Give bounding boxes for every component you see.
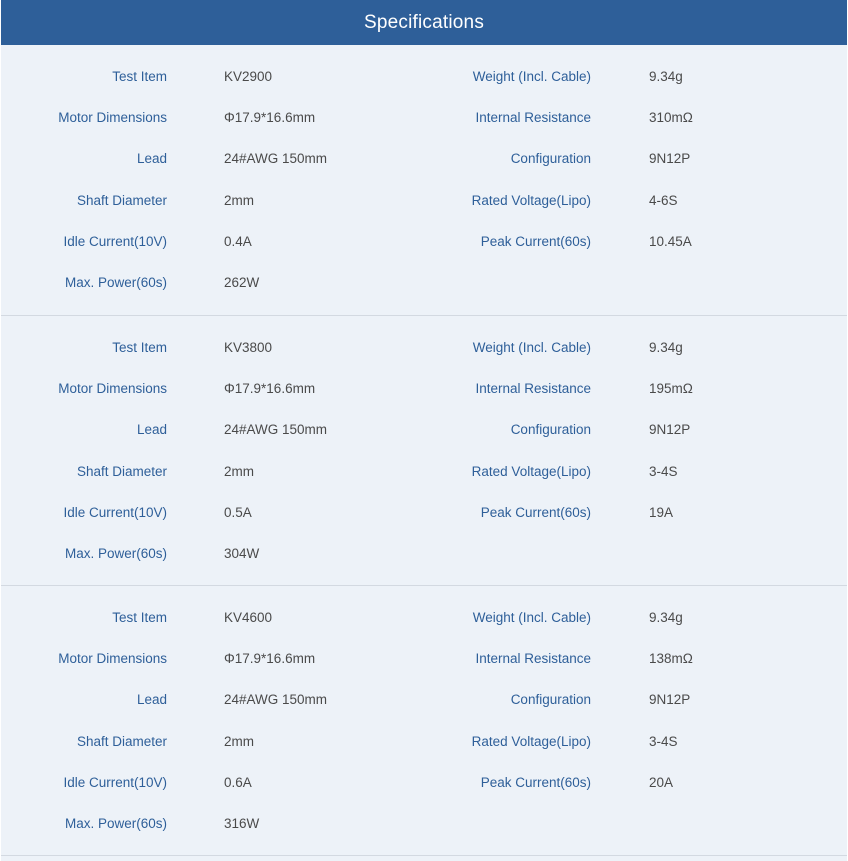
spec-label: Lead bbox=[136, 692, 167, 707]
spec-row bbox=[1, 503, 847, 523]
spec-row bbox=[1, 67, 847, 87]
spec-value: Φ17.9*16.6mm bbox=[224, 381, 316, 396]
spec-row bbox=[1, 732, 847, 752]
spec-value: 24#AWG 150mm bbox=[224, 422, 328, 437]
spec-value: 2mm bbox=[224, 193, 254, 208]
spec-row bbox=[1, 149, 847, 169]
spec-value: 0.6A bbox=[224, 775, 252, 790]
spec-value: 9N12P bbox=[649, 692, 691, 707]
spec-value: 195mΩ bbox=[649, 381, 693, 396]
spec-label: Shaft Diameter bbox=[76, 734, 167, 749]
spec-label: Test Item bbox=[112, 340, 167, 355]
spec-value: 0.5A bbox=[224, 505, 252, 520]
spec-label: Rated Voltage(Lipo) bbox=[471, 464, 591, 479]
spec-row bbox=[1, 338, 847, 358]
spec-row bbox=[1, 420, 847, 440]
spec-value: 24#AWG 150mm bbox=[224, 692, 328, 707]
spec-label: Peak Current(60s) bbox=[480, 505, 591, 520]
spec-label: Test Item bbox=[112, 69, 167, 84]
spec-label: Weight (Incl. Cable) bbox=[472, 69, 591, 84]
spec-row bbox=[1, 773, 847, 793]
spec-value: 2mm bbox=[224, 464, 254, 479]
spec-label: Idle Current(10V) bbox=[63, 505, 167, 520]
spec-value: 316W bbox=[224, 816, 260, 831]
spec-label: Rated Voltage(Lipo) bbox=[471, 193, 591, 208]
spec-value: 10.45A bbox=[649, 234, 692, 249]
spec-value: 9N12P bbox=[649, 422, 691, 437]
spec-value: 20A bbox=[649, 775, 674, 790]
spec-value: 2mm bbox=[224, 734, 254, 749]
spec-label: Motor Dimensions bbox=[58, 651, 167, 666]
spec-value: 9.34g bbox=[649, 340, 683, 355]
spec-block-1 bbox=[1, 45, 847, 316]
spec-value: 138mΩ bbox=[649, 651, 693, 666]
spec-block-2 bbox=[1, 316, 847, 586]
spec-value: 9.34g bbox=[649, 69, 683, 84]
spec-blocks bbox=[1, 45, 847, 856]
spec-label: Peak Current(60s) bbox=[480, 234, 591, 249]
spec-row bbox=[1, 232, 847, 252]
spec-block-3 bbox=[1, 586, 847, 856]
spec-label: Internal Resistance bbox=[475, 110, 591, 125]
spec-row bbox=[1, 108, 847, 128]
spec-label: Motor Dimensions bbox=[58, 381, 167, 396]
page-title: Specifications bbox=[363, 11, 485, 33]
spec-label: Configuration bbox=[510, 422, 591, 437]
spec-label: Internal Resistance bbox=[475, 381, 591, 396]
spec-row bbox=[1, 462, 847, 482]
spec-value: 0.4A bbox=[224, 234, 252, 249]
spec-value: 24#AWG 150mm bbox=[224, 151, 328, 166]
spec-row bbox=[1, 273, 847, 293]
spec-label: Test Item bbox=[112, 610, 167, 625]
spec-label: Max. Power(60s) bbox=[64, 546, 167, 561]
spec-value: 4-6S bbox=[649, 193, 678, 208]
spec-value: 3-4S bbox=[649, 464, 678, 479]
spec-row bbox=[1, 649, 847, 669]
spec-label: Rated Voltage(Lipo) bbox=[471, 734, 591, 749]
spec-value: Φ17.9*16.6mm bbox=[224, 651, 316, 666]
spec-value: 9N12P bbox=[649, 151, 691, 166]
spec-label: Idle Current(10V) bbox=[63, 775, 167, 790]
spec-label: Motor Dimensions bbox=[58, 110, 167, 125]
specifications-header bbox=[1, 0, 847, 45]
spec-label: Weight (Incl. Cable) bbox=[472, 610, 591, 625]
spec-value: 9.34g bbox=[649, 610, 683, 625]
spec-value: Φ17.9*16.6mm bbox=[224, 110, 316, 125]
spec-label: Max. Power(60s) bbox=[64, 816, 167, 831]
spec-label: Configuration bbox=[510, 692, 591, 707]
spec-row bbox=[1, 814, 847, 834]
spec-label: Shaft Diameter bbox=[76, 464, 167, 479]
spec-label: Idle Current(10V) bbox=[63, 234, 167, 249]
spec-value: 19A bbox=[649, 505, 674, 520]
spec-label: Lead bbox=[136, 422, 167, 437]
spec-label: Shaft Diameter bbox=[76, 193, 167, 208]
spec-value: KV2900 bbox=[224, 69, 273, 84]
spec-row bbox=[1, 191, 847, 211]
spec-label: Weight (Incl. Cable) bbox=[472, 340, 591, 355]
spec-row bbox=[1, 379, 847, 399]
spec-label: Lead bbox=[136, 151, 167, 166]
spec-row bbox=[1, 544, 847, 564]
spec-label: Max. Power(60s) bbox=[64, 275, 167, 290]
spec-value: KV3800 bbox=[224, 340, 273, 355]
spec-value: 310mΩ bbox=[649, 110, 693, 125]
spec-value: 262W bbox=[224, 275, 260, 290]
spec-label: Configuration bbox=[510, 151, 591, 166]
spec-value: 3-4S bbox=[649, 734, 678, 749]
spec-label: Peak Current(60s) bbox=[480, 775, 591, 790]
spec-row bbox=[1, 608, 847, 628]
spec-value: 304W bbox=[224, 546, 260, 561]
spec-row bbox=[1, 690, 847, 710]
spec-label: Internal Resistance bbox=[475, 651, 591, 666]
specifications-panel bbox=[1, 0, 847, 861]
spec-value: KV4600 bbox=[224, 610, 273, 625]
